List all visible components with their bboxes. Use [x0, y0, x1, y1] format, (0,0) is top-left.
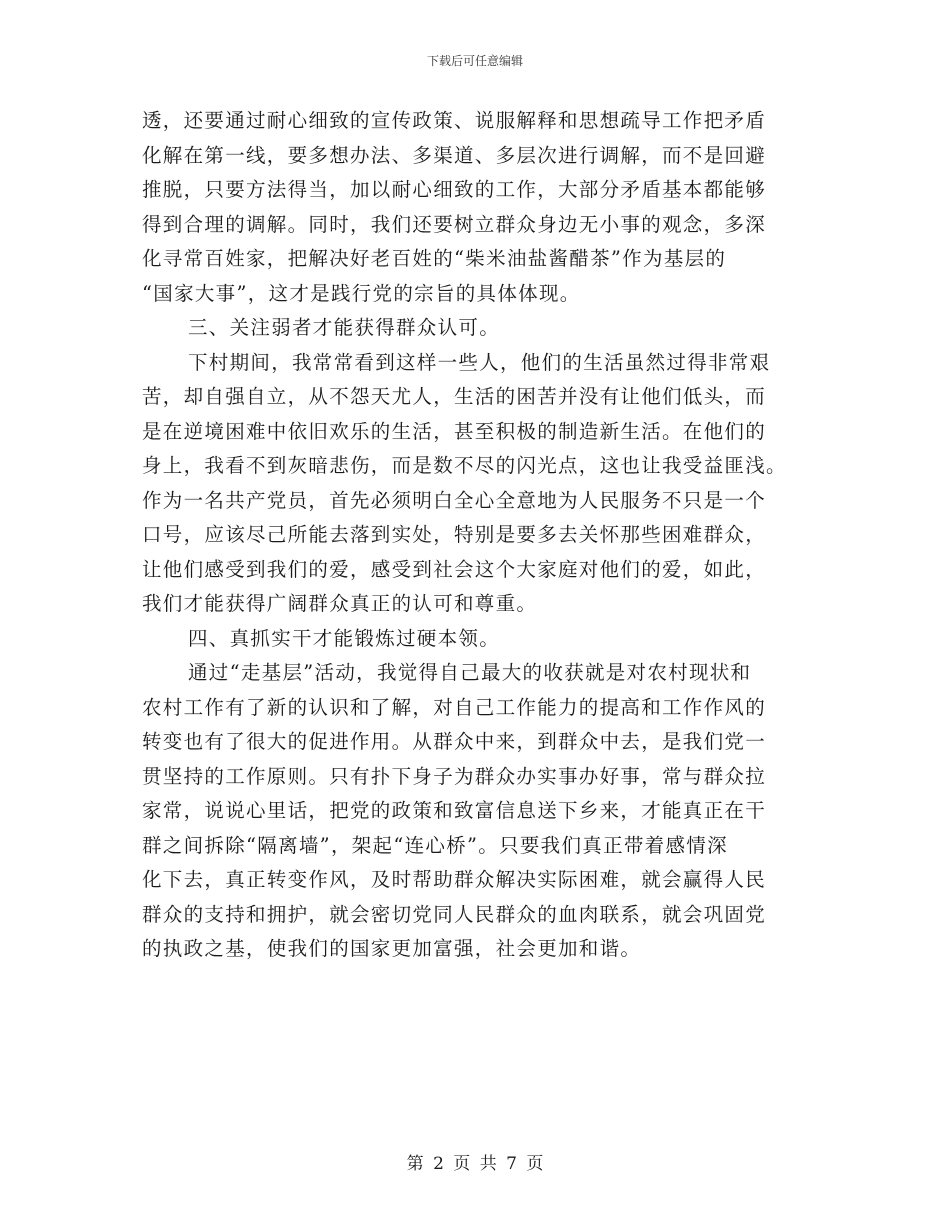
text-line: 推脱，只要方法得当，加以耐心细致的工作，大部分矛盾基本都能够 [142, 178, 767, 201]
page-number-footer: 第 2 页 共 7 页 [406, 1154, 544, 1174]
text-line: 苦，却自强自立，从不怨天尤人，生活的困苦并没有让他们低头，而 [142, 385, 767, 408]
text-line: 的执政之基，使我们的国家更加富强，社会更加和谐。 [142, 937, 642, 960]
text-line: 作为一名共产党员，首先必须明白全心全意地为人民服务不只是一个 [142, 488, 767, 512]
text-line: 口号，应该尽己所能去落到实处，特别是要多去关怀那些困难群众， [142, 523, 767, 546]
text-line: 化下去，真正转变作风，及时帮助群众解决实际困难，就会赢得人民 [142, 868, 767, 891]
text-line: 身上，我看不到灰暗悲伤，而是数不尽的闪光点，这也让我受益匪浅。 [142, 454, 787, 477]
text-line: 让他们感受到我们的爱，感受到社会这个大家庭对他们的爱，如此， [142, 557, 767, 581]
text-line: 通过“走基层”活动，我觉得自己最大的收获就是对农村现状和 [188, 661, 752, 684]
text-line: 农村工作有了新的认识和了解，对自己工作能力的提高和工作作风的 [142, 695, 767, 719]
text-line: 是在逆境困难中依旧欢乐的生活，甚至积极的制造新生活。在他们的 [142, 419, 767, 443]
body-text [142, 104, 812, 967]
text-line: 化解在第一线，要多想办法、多渠道、多层次进行调解，而不是回避 [142, 143, 767, 167]
text-line: 化寻常百姓家，把解决好老百姓的“柴米油盐酱醋茶”作为基层的 [142, 247, 727, 270]
text-line: 转变也有了很大的促进作用。从群众中来，到群众中去，是我们党一 [142, 730, 767, 753]
text-line: “国家大事”，这才是践行党的宗旨的具体体现。 [142, 281, 581, 305]
text-line: 透，还要通过耐心细致的宣传政策、说服解释和思想疏导工作把矛盾 [142, 109, 767, 132]
text-line: 群之间拆除“隔离墙”，架起“连心桥”。只要我们真正带着感情深 [142, 833, 728, 857]
text-line: 贯坚持的工作原则。只有扑下身子为群众办实事办好事，常与群众拉 [142, 764, 767, 788]
text-line: 得到合理的调解。同时，我们还要树立群众身边无小事的观念，多深 [142, 212, 767, 236]
text-line: 四、真抓实干才能锻炼过硬本领。 [188, 626, 501, 650]
text-line: 下村期间，我常常看到这样一些人，他们的生活虽然过得非常艰 [188, 350, 771, 374]
text-line: 三、关注弱者才能获得群众认可。 [188, 316, 501, 339]
text-line: 家常，说说心里话，把党的政策和致富信息送下乡来，才能真正在干 [142, 799, 767, 822]
text-line: 群众的支持和拥护，就会密切党同人民群众的血肉联系，就会巩固党 [142, 902, 767, 926]
text-line: 我们才能获得广阔群众真正的认可和尊重。 [142, 592, 538, 615]
page-header: 下载后可任意编辑 [426, 54, 523, 68]
